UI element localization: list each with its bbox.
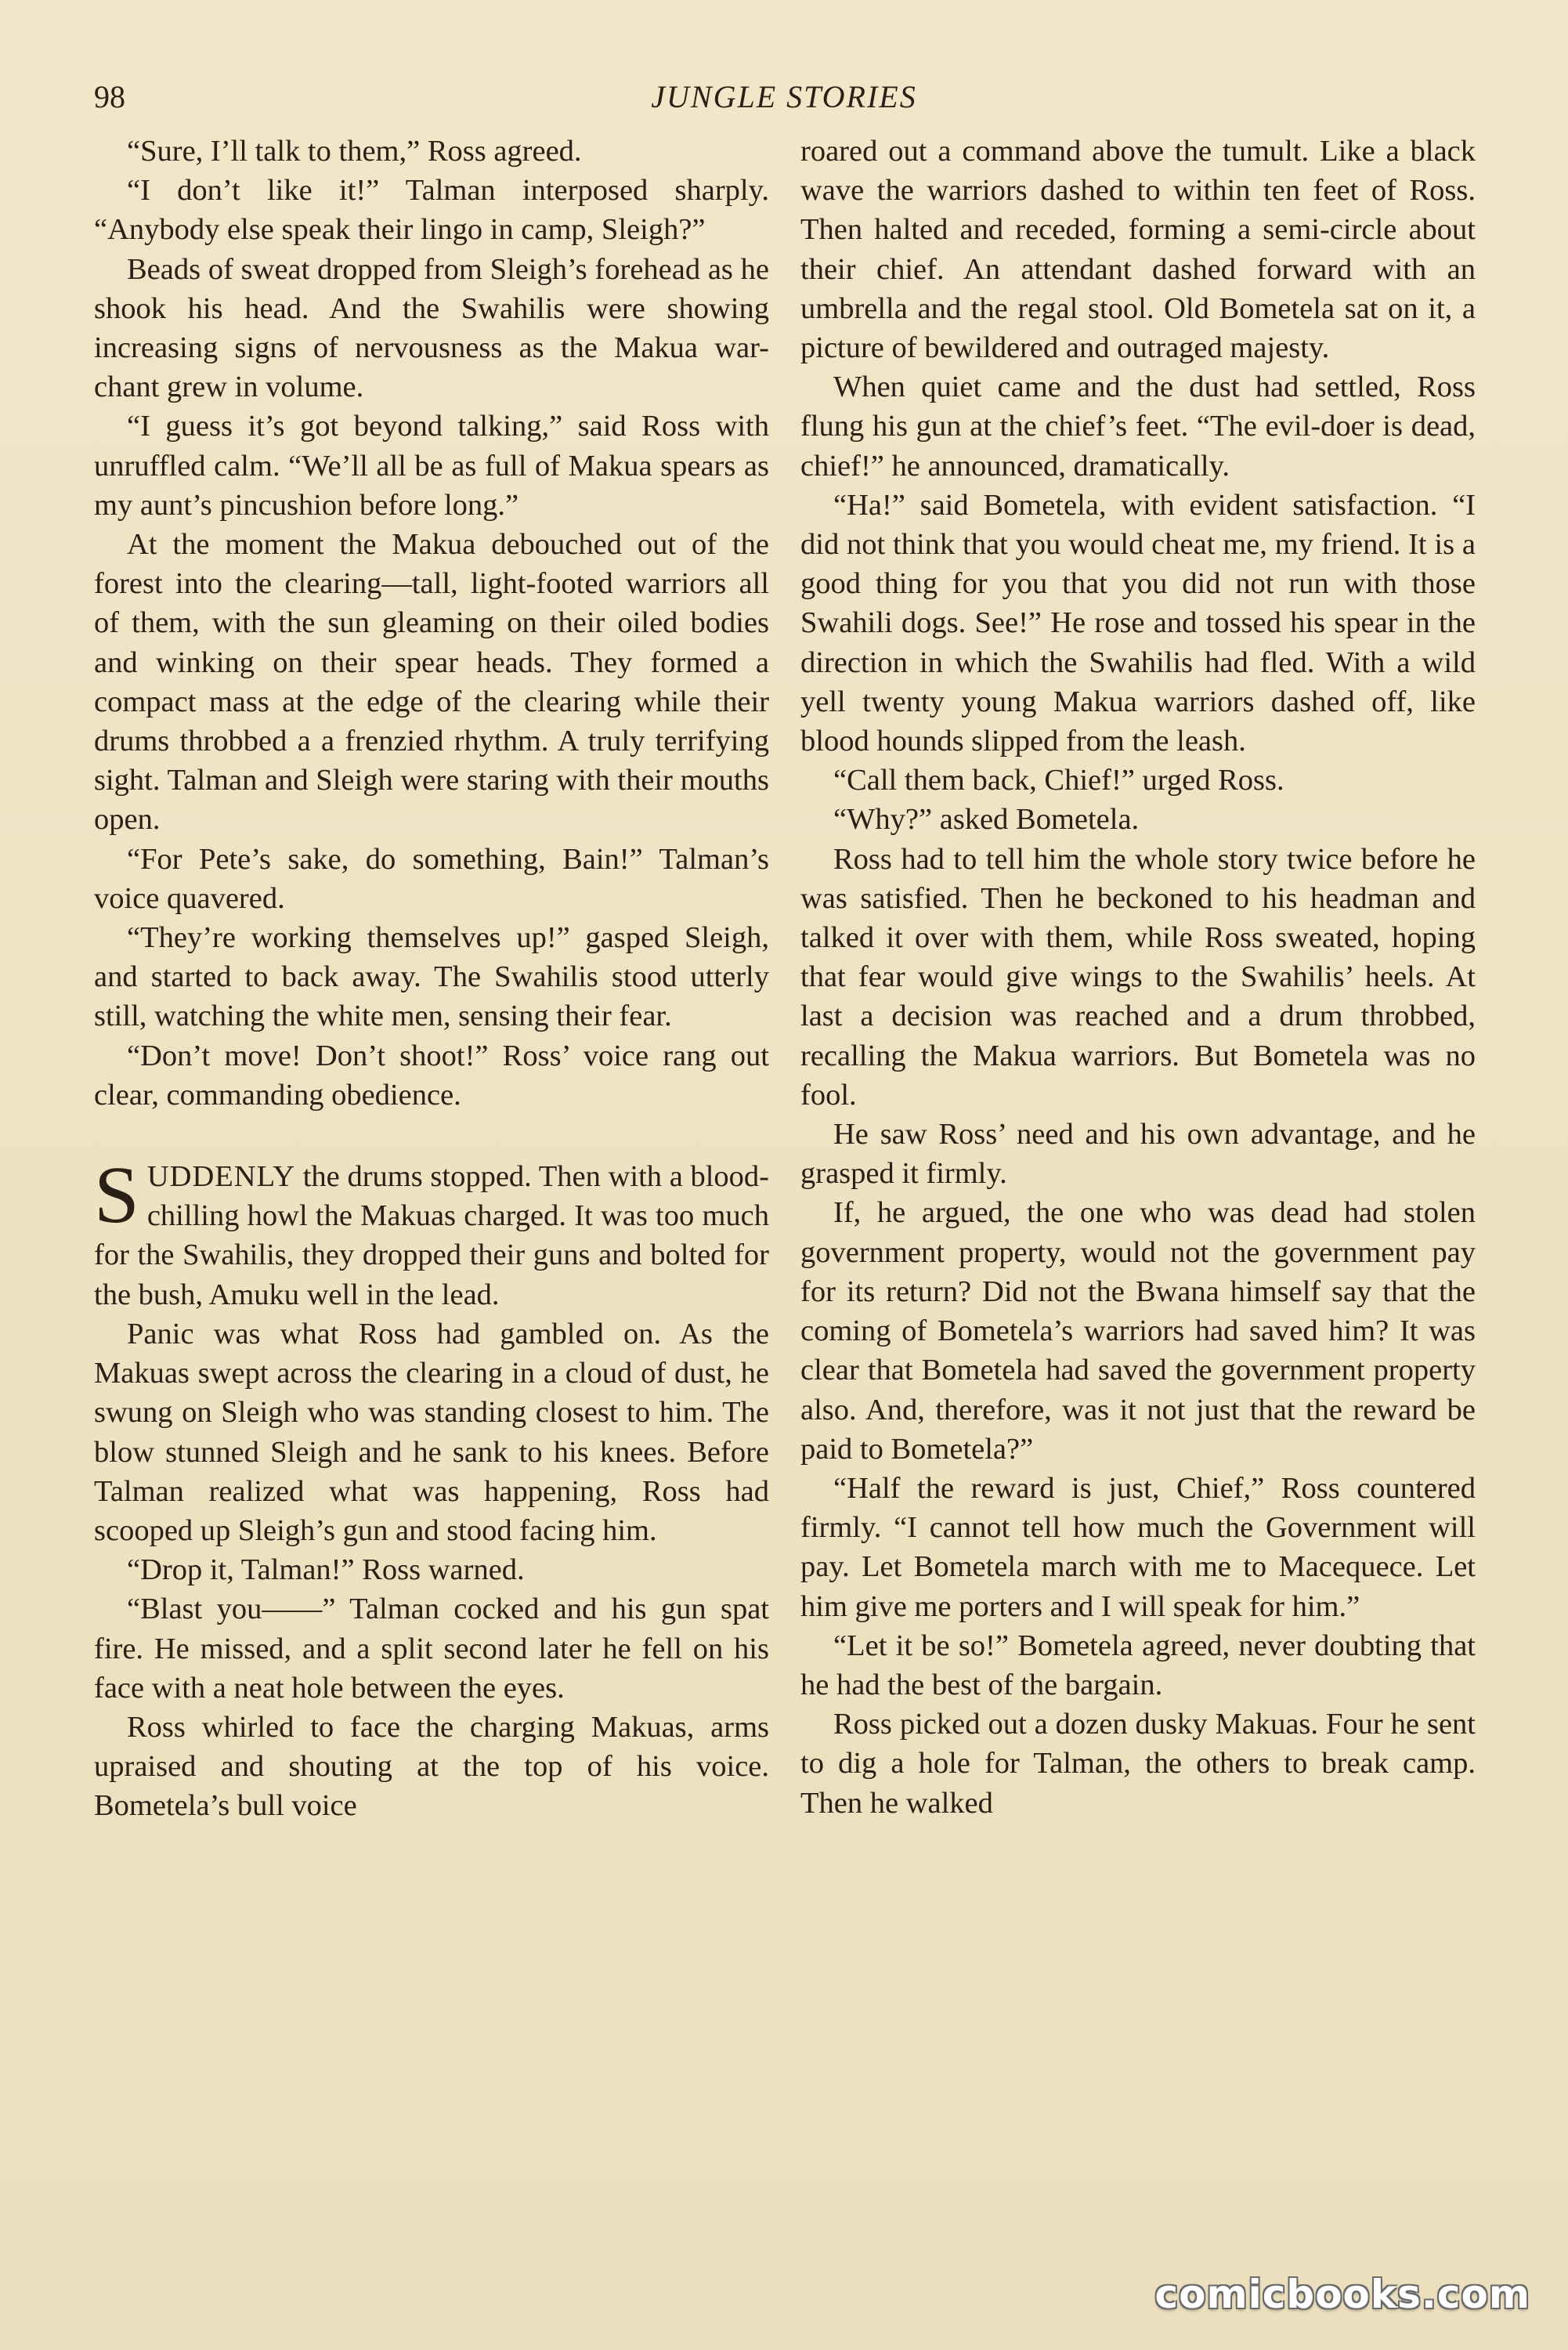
paragraph-text: the drums stopped. Then with a blood-chilling howl the Makuas charged. It was too much for the Swahilis, they dropped their guns and bolted for the bush, Amuku well in the lead.	[94, 1160, 769, 1311]
paragraph: “Ha!” said Bometela, with evident satisfaction. “I did not think that you would cheat me, my friend. It is a good thing for you that you did not run with those Swahili dogs. See!” He rose and tossed his spear in the direction in which the Swahilis had fled. With a wild yell twenty young Makua warriors dashed off, like blood hounds slipped from the leash.	[800, 488, 1476, 758]
lead-in-smallcaps: UDDENLY	[146, 1160, 296, 1194]
paragraph: He saw Ross’ need and his own advantage, and he grasped it firmly.	[800, 1118, 1476, 1191]
paragraph: “I don’t like it!” Talman interposed sharply. “Anybody else speak their lingo in camp, Sleigh?”	[94, 174, 769, 247]
dropcap-paragraph	[94, 1150, 769, 1314]
paragraph: roared out a command above the tumult. Like a black wave the warriors dashed to within ten feet of Ross. Then halted and receded, forming a semi-circle about their chief. An attendant dashed forward with an umbrella and the regal stool. Old Bometela sat on it, a picture of bewildered and outraged majesty.	[800, 135, 1476, 365]
paragraph: “For Pete’s sake, do something, Bain!” Talman’s voice quavered.	[94, 842, 769, 915]
paragraph: Ross picked out a dozen dusky Makuas. Four he sent to dig a hole for Talman, the others to break camp. Then he walked	[800, 1708, 1476, 1820]
paragraph: Panic was what Ross had gambled on. As the Makuas swept across the clearing in a cloud of dust, he swung on Sleigh who was standing closest to him. The blow stunned Sleigh and he sank to his knees. Before Talman realized what was happening, Ross had scooped up Sleigh’s gun and stood facing him.	[94, 1317, 769, 1547]
paragraph: Ross whirled to face the charging Makuas, arms upraised and shouting at the top of his voice. Bometela’s bull voice	[94, 1710, 769, 1823]
paragraph: “Don’t move! Don’t shoot!” Ross’ voice rang out clear, commanding obedience.	[94, 1039, 769, 1112]
paragraph: “Why?” asked Bometela.	[833, 803, 1140, 837]
paragraph: “They’re working themselves up!” gasped Sleigh, and started to back away. The Swahilis stood utterly still, watching the white men, sensing their fear.	[94, 921, 769, 1033]
watermark-logo: comicbooks.com	[1154, 2272, 1530, 2317]
right-column	[800, 132, 1476, 1823]
paragraph: “Drop it, Talman!” Ross warned.	[127, 1553, 525, 1587]
running-head: JUNGLE STORIES	[651, 79, 917, 114]
paragraph: “Sure, I’ll talk to them,” Ross agreed.	[127, 135, 582, 168]
drop-cap: S	[94, 1150, 139, 1241]
left-column	[94, 132, 769, 1826]
paragraph: Ross had to tell him the whole story twice before he was satisfied. Then he beckoned to his headman and talked it over with them, while Ross sweated, hoping that fear would give wings to the Swahilis’ heels. At last a decision was reached and a drum throbbed, recalling the Makua warriors. But Bometela was no fool.	[800, 842, 1476, 1112]
paragraph: “I guess it’s got beyond talking,” said Ross with unruffled calm. “We’ll all be as full of Makua spears as my aunt’s pincushion before long.”	[94, 410, 769, 522]
paragraph: If, he argued, the one who was dead had stolen government property, would not the government pay for its return? Did not the Bwana himself say that the coming of Bometela’s warriors had saved him? It was clear that Bometela had saved the government property also. And, therefore, was it not just that the reward be paid to Bometela?”	[800, 1196, 1476, 1466]
paragraph: “Blast you——” Talman cocked and his gun spat fire. He missed, and a split second later he fell on his face with a neat hole between the eyes.	[94, 1593, 769, 1705]
section-break	[94, 1115, 769, 1157]
paragraph: “Let it be so!” Bometela agreed, never doubting that he had the best of the bargain.	[800, 1629, 1476, 1701]
paragraph: Beads of sweat dropped from Sleigh’s forehead as he shook his head. And the Swahilis were showing increasing signs of nervousness as the Makua war-chant grew in volume.	[94, 252, 769, 404]
paragraph: “Half the reward is just, Chief,” Ross countered firmly. “I cannot tell how much the Government will pay. Let Bometela march with me to Macequece. Let him give me porters and I will speak for him.”	[800, 1471, 1476, 1623]
page-header	[94, 78, 1474, 125]
paragraph: When quiet came and the dust had settled, Ross flung his gun at the chief’s feet. “The evil-doer is dead, chief!” he announced, dramatically.	[800, 371, 1476, 483]
paragraph: At the moment the Makua debouched out of the forest into the clearing—tall, light-footed warriors all of them, with the sun gleaming on their oiled bodies and winking on their spear heads. They formed a compact mass at the edge of the clearing while their drums throbbed a a frenzied rhythm. A truly terrifying sight. Talman and Sleigh were staring with their mouths open.	[94, 528, 769, 837]
page-number: 98	[94, 79, 125, 114]
paragraph: “Call them back, Chief!” urged Ross.	[833, 764, 1284, 797]
